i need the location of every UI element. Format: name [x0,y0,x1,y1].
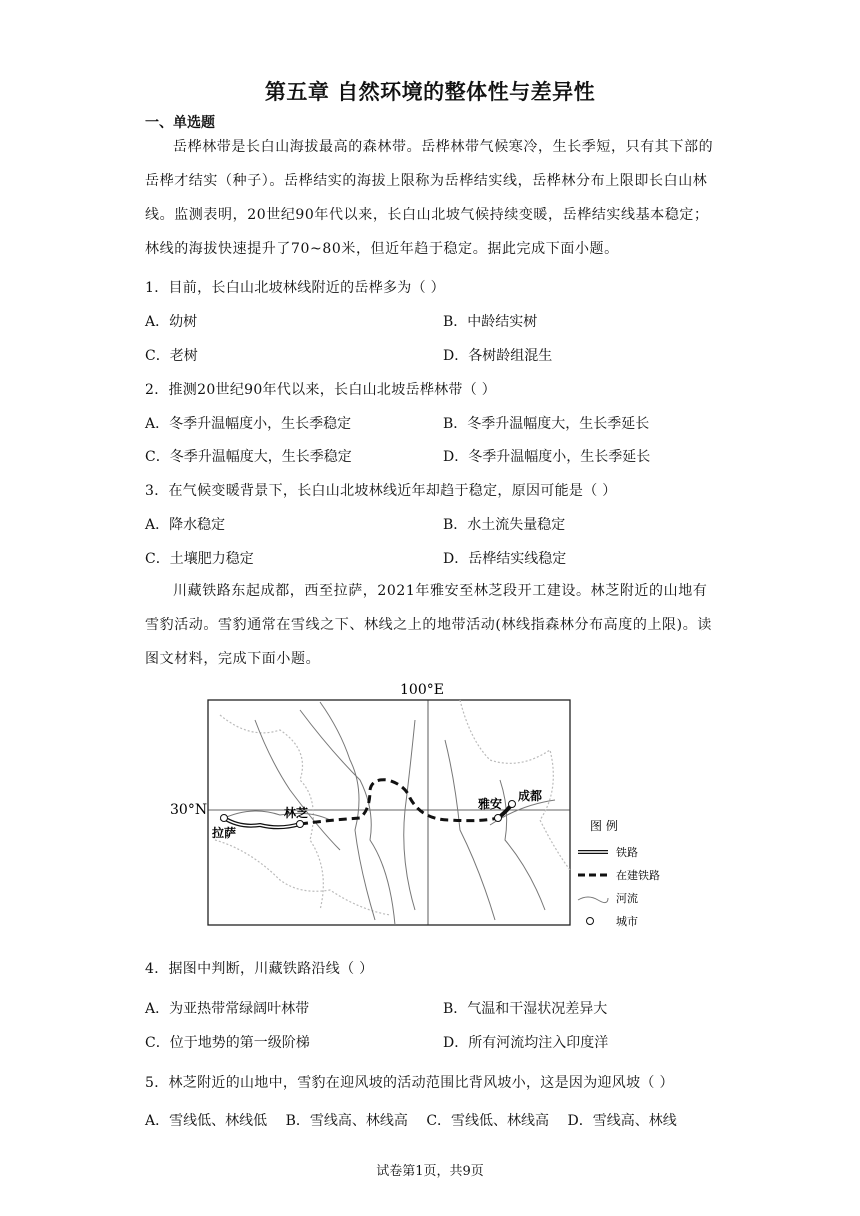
question-2-option-a: A．冬季升温幅度小，生长季稳定 [145,416,352,432]
city-lhasa-marker [221,815,228,822]
legend-river: 河流 [616,892,638,905]
question-1-option-b: B．中龄结实树 [443,314,538,330]
question-4-stem: 4．据图中判断，川藏铁路沿线（ ） [145,961,374,977]
map-legend [578,818,660,928]
question-4-option-b: B．气温和干湿状况差异大 [443,1001,608,1017]
city-nyingchi-marker [297,821,304,828]
legend-railway: 铁路 [616,846,638,859]
latitude-label: 30°N [170,802,208,818]
question-1-option-d: D．各树龄组混生 [443,348,553,364]
question-1-option-a: A．幼树 [145,314,198,330]
question-5-stem: 5．林芝附近的山地中，雪豹在迎风坡的活动范围比背风坡小，这是因为迎风坡（ ） [145,1075,674,1091]
question-5-options [145,1110,691,1130]
question-3-option-c: C．土壤肥力稳定 [145,551,254,567]
section-heading: 一、单选题 [145,115,215,131]
question-4-option-d: D．所有河流均注入印度洋 [443,1035,609,1051]
passage-2: 川藏铁路东起成都，西至拉萨，2021年雅安至林芝段开工建设。林芝附近的山地有雪豹活动。雪豹通常在雪线之下、林线之上的地带活动(林线指森林分布高度的上限)。读图文材料，完成下面小题。 [145,583,712,667]
page-footer: 试卷第1页，共9页 [376,1164,484,1179]
question-2-option-d: D．冬季升温幅度小，生长季延长 [443,449,651,465]
city-yaan-label: 雅安 [478,797,503,811]
question-4-option-c: C．位于地势的第一级阶梯 [145,1035,310,1051]
city-yaan-marker [495,815,502,822]
question-5-option-a: A．雪线低、林线低 [145,1113,268,1129]
page-title: 第五章 自然环境的整体性与差异性 [264,80,596,104]
question-2-option-b: B．冬季升温幅度大，生长季延长 [443,416,650,432]
city-nyingchi-label: 林芝 [284,806,309,820]
question-3-option-d: D．岳桦结实线稳定 [443,551,567,567]
question-5-option-c: C．雪线低、林线高 [426,1113,550,1129]
longitude-label: 100°E [400,682,444,698]
city-lhasa-label: 拉萨 [212,826,237,840]
question-5-option-d: D．雪线高、林线 [567,1113,677,1129]
map-frame [208,700,570,925]
legend-city: 城市 [616,915,638,928]
city-chengdu-marker [509,801,516,808]
question-4-option-a: A．为亚热带常绿阔叶林带 [145,1001,310,1017]
question-2-stem: 2．推测20世纪90年代以来，长白山北坡岳桦林带（ ） [145,382,497,398]
legend-building: 在建铁路 [616,869,660,882]
legend-title: 图 例 [590,819,618,833]
city-chengdu-label: 成都 [518,789,543,803]
question-3-stem: 3．在气候变暖背景下，长白山北坡林线近年却趋于稳定，原因可能是（ ） [145,483,617,499]
passage-1: 岳桦林带是长白山海拔最高的森林带。岳桦林带气候寒冷，生长季短，只有其下部的岳桦才结实（种子）。岳桦结实的海拔上限称为岳桦结实线，岳桦林分布上限即长白山林线。监测表明，20世纪90年代以来，长白山北坡气候持续变暖，岳桦结实线基本稳定；林线的海拔快速提升了70~80米，但近年趋于稳定。据此完成下面小题。 [145,139,714,257]
question-2-option-c: C．冬季升温幅度大，生长季稳定 [145,449,352,465]
question-3-option-a: A．降水稳定 [145,517,226,533]
question-3-option-b: B．水土流失量稳定 [443,517,566,533]
question-1-stem: 1．目前，长白山北坡林线附近的岳桦多为（ ） [145,280,445,296]
sichuan-tibet-railway-map [160,680,680,930]
question-1-option-c: C．老树 [145,348,198,364]
question-5-option-b: B．雪线高、林线高 [285,1113,408,1129]
